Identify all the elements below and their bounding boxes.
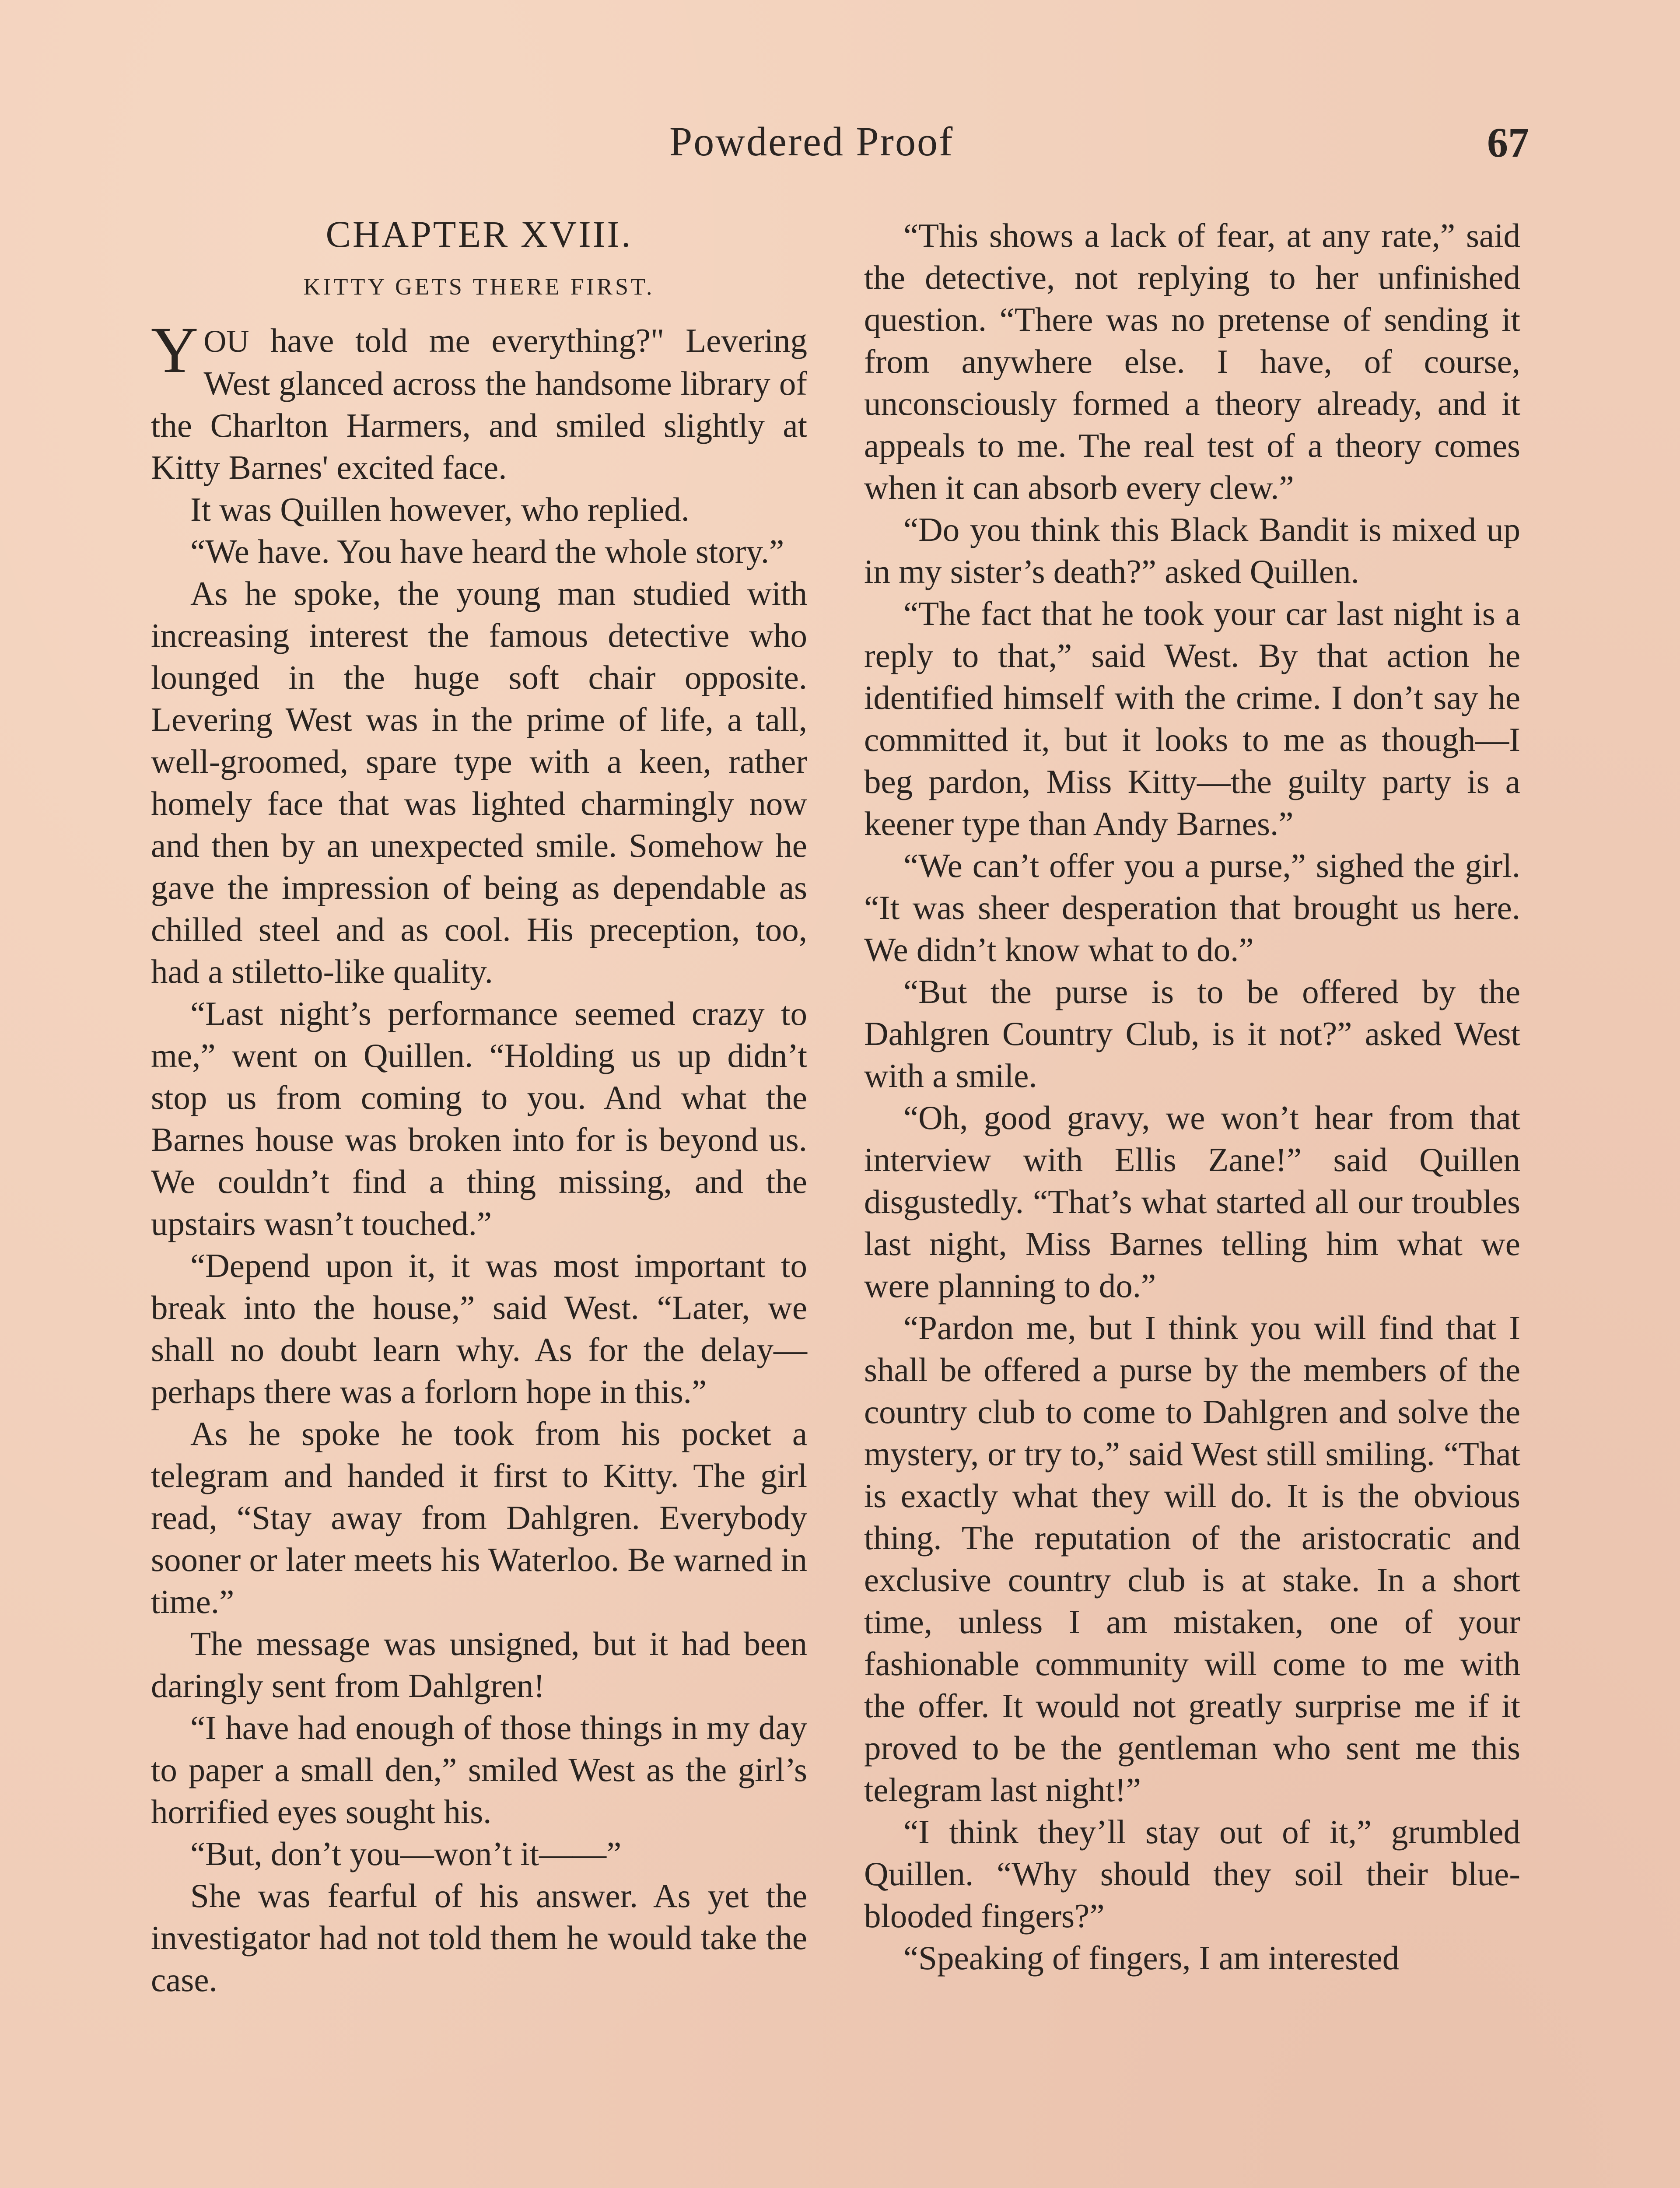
opening-paragraph-text: have told me everything?" Levering West glanced across the handsome library of the Charlton Harmers, and smiled slightly at Kitty Barnes' excited face.: [151, 322, 807, 486]
page-number: 67: [1487, 119, 1529, 166]
chapter-heading: CHAPTER XVIII.: [326, 213, 633, 255]
left-column: [151, 210, 807, 2001]
paragraph: “This shows a lack of fear, at any rate,” said the detective, not replying to her unfinished question. “There was no pretense of sending it from anywhere else. I have, of course, unconsciously formed a theory already, and it appeals to me. The real test of a theory comes when it can absorb every clew.”: [864, 217, 1520, 506]
paragraph: “Pardon me, but I think you will find that I shall be offered a purse by the members of the country club to come to Dahlgren and solve the mystery, or try to,” said West still smiling. “That is exactly what they will do. It is the obvious thing. The reputation of the aristocratic and exclusive country club is at stake. In a short time, unless I am mistaken, one of your fashionable community will come to me with the offer. It would not greatly surprise me if it proved to be the gentleman who sent me this telegram last night!”: [864, 1309, 1520, 1809]
paragraph: “I have had enough of those things in my day to paper a small den,” smiled West as the girl’s horrified eyes sought his.: [151, 1709, 807, 1830]
paragraph: “But the purse is to be offered by the Dahlgren Country Club, is it not?” asked West with a smile.: [864, 973, 1520, 1094]
paragraph: “Do you think this Black Bandit is mixed up in my sister’s death?” asked Quillen.: [864, 511, 1520, 590]
opening-paragraph: [151, 314, 807, 488]
paragraph: As he spoke, the young man studied with increasing interest the famous detective who lounged in the huge soft chair opposite. Levering West was in the prime of life, a tall, well-groomed, spare type with a keen, rather homely face that was lighted charmingly now and then by an unexpected smile. Somehow he gave the impression of being as dependable as chilled steel and as cool. His preception, too, had a stiletto-like quality.: [151, 575, 807, 990]
paragraph: “The fact that he took your car last night is a reply to that,” said West. By that action he identified himself with the crime. I don’t say he committed it, but it looks to me as though—I beg pardon, Miss Kitty—the guilty party is a keener type than Andy Barnes.”: [864, 595, 1520, 842]
paragraph: She was fearful of his answer. As yet the investigator had not told them he would take the case.: [151, 1877, 807, 1999]
drop-cap: Y: [151, 314, 199, 386]
paragraph: “Depend upon it, it was most important to break into the house,” said West. “Later, we shall no doubt learn why. As for the delay—perhaps there was a forlorn hope in this.”: [151, 1247, 807, 1410]
paragraph: “Speaking of fingers, I am interested: [903, 1939, 1400, 1977]
paragraph: “Oh, good gravy, we won’t hear from that interview with Ellis Zane!” said Quillen disgustedly. “That’s what started all our troubles last night, Miss Barnes telling him what we were planning to do.”: [864, 1099, 1520, 1304]
lead-in-text: OU: [203, 324, 249, 359]
paragraph: As he spoke he took from his pocket a telegram and handed it first to Kitty. The girl read, “Stay away from Dahlgren. Everybody sooner or later meets his Waterloo. Be warned in time.”: [151, 1415, 807, 1620]
paragraph: “I think they’ll stay out of it,” grumbled Quillen. “Why should they soil their blue-blooded fingers?”: [864, 1813, 1520, 1935]
paragraph: “But, don’t you—won’t it——”: [190, 1835, 622, 1872]
paragraph: “We can’t offer you a purse,” sighed the girl. “It was sheer desperation that brought us here. We didn’t know what to do.”: [864, 847, 1520, 968]
paragraph: “Last night’s performance seemed crazy to me,” went on Quillen. “Holding us up didn’t stop us from coming to you. And what the Barnes house was broken into for is beyond us. We couldn’t find a thing missing, and the upstairs wasn’t touched.”: [151, 995, 807, 1242]
chapter-subtitle: KITTY GETS THERE FIRST.: [303, 274, 655, 300]
paragraph: “We have. You have heard the whole story.”: [190, 533, 784, 570]
paragraph: The message was unsigned, but it had been daringly sent from Dahlgren!: [151, 1625, 807, 1704]
running-title: Powdered Proof: [669, 119, 954, 165]
right-column: [864, 214, 1520, 1979]
paragraph: It was Quillen however, who replied.: [190, 491, 690, 528]
